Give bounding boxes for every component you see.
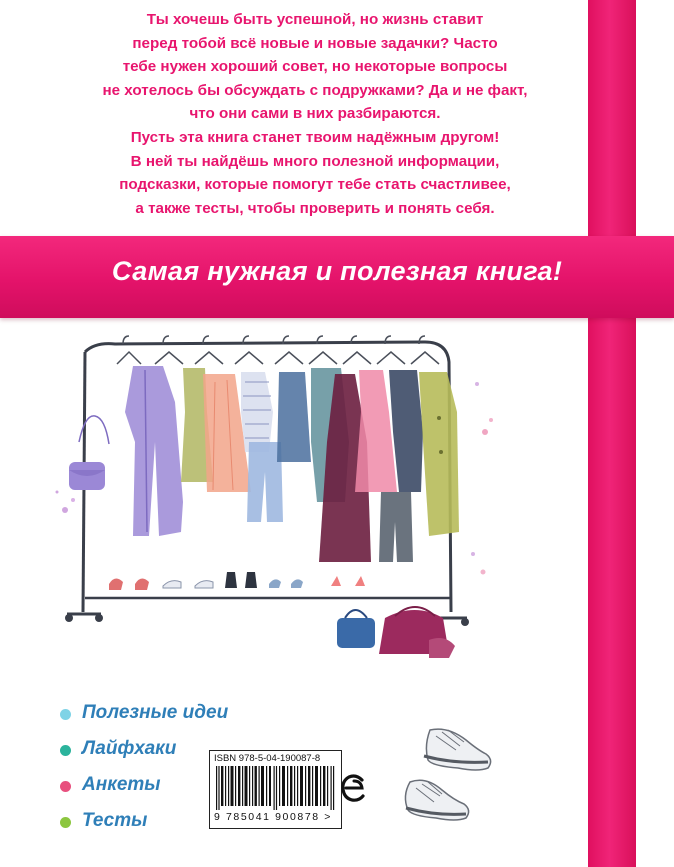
tagline: Самая нужная и полезная книга! <box>111 256 563 286</box>
intro-line: Ты хочешь быть успешной, но жизнь ставит <box>146 11 484 28</box>
dot-icon <box>60 817 71 828</box>
intro-line: что они сами в них разбираются. <box>189 105 441 123</box>
intro-line: Пусть эта книга станет твоим надёжным другом! <box>130 128 500 146</box>
clothes-rack-illustration <box>55 322 495 662</box>
intro-line: подсказки, которые помогут тебе стать счастливее, <box>119 176 511 194</box>
intro-line: В ней ты найдёшь много полезной информации, <box>130 152 500 170</box>
intro-line: не хотелось бы обсуждать с подружками? Да и не факт, <box>102 81 528 99</box>
feature-label: Тесты <box>82 810 148 831</box>
pink-ribbon-vertical <box>588 0 636 867</box>
dot-icon <box>60 781 71 792</box>
feature-label: Лайфхаки <box>82 738 177 759</box>
publisher-logo-icon <box>340 772 368 804</box>
feature-label: Анкеты <box>82 774 161 795</box>
isbn-text: ISBN 978-5-04-190087-8 <box>214 753 321 764</box>
dot-icon <box>60 745 71 756</box>
barcode-block <box>209 750 342 829</box>
intro-text <box>40 8 590 220</box>
dot-icon <box>60 709 71 720</box>
intro-line: перед тобой всё новые и новые задачки? Часто <box>132 34 498 52</box>
intro-line: а также тесты, чтобы проверить и понять себя. <box>135 199 495 217</box>
barcode-bars <box>216 766 335 810</box>
feature-label: Полезные идеи <box>82 702 229 723</box>
intro-line: тебе нужен хороший совет, но некоторые вопросы <box>122 58 508 76</box>
sneakers-illustration <box>396 716 506 836</box>
barcode-digits: 9 785041 900878 > <box>214 811 332 823</box>
